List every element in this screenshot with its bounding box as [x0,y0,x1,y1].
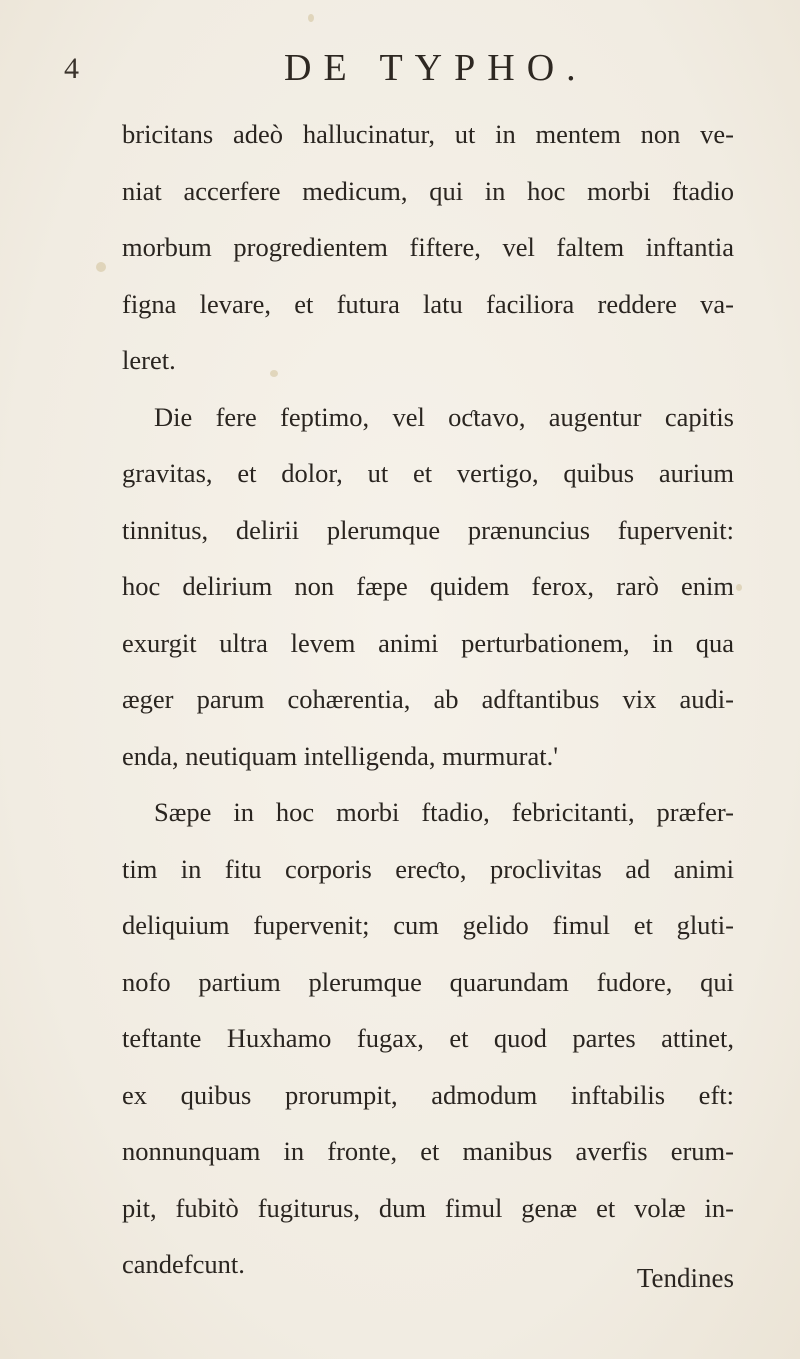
text-line: nonnunquam in fronte, et manibus averfis erum- [122,1136,734,1166]
paper-speck [96,262,106,272]
text-line: candefcunt. [122,1249,245,1279]
text-line: hoc delirium non fæpe quidem ferox, rarò enim [122,571,734,601]
text-line: niat accerfere medicum, qui in hoc morbi ftadio [122,175,734,206]
text-line: ex quibus prorumpit, admodum inftabilis eft: [122,1079,734,1110]
text-line: leret. [122,345,176,375]
text-line: teftante Huxhamo fugax, et quod partes attinet, [122,1023,734,1053]
text-line: nofo partium plerumque quarundam fudore, qui [122,966,734,997]
text-line: exurgit ultra levem animi perturbationem, in qua [122,627,734,658]
text-line: tinnitus, delirii plerumque prænuncius fupervenit: [122,514,734,545]
text-line: figna levare, et futura latu faciliora reddere va- [122,288,734,319]
text-line: æger parum cohærentia, ab adftantibus vix audi- [122,684,734,714]
running-head: DE TYPHO. [284,47,588,89]
catchword: Tendines [636,1263,734,1293]
text-line: gravitas, et dolor, ut et vertigo, quibus aurium [122,458,734,488]
page-header [0,46,800,96]
text-line: morbum progredientem fiftere, vel faltem inftantia [122,232,734,262]
text-line: enda, neutiquam intelligenda, murmurat.' [122,740,559,771]
paper-speck [736,584,742,591]
text-line: bricitans adeò hallucinatur, ut in mentem non ve- [122,119,734,149]
text-line: Sæpe in hoc morbi ftadio, febricitanti, præfer- [154,797,734,827]
text-line: tim in fitu corporis ereƈto, proclivitas ad animi [122,853,734,884]
text-line: deliquium fupervenit; cum gelido fimul et gluti- [122,910,734,940]
text-line: Die fere feptimo, vel oƈtavo, augentur capitis [154,401,734,432]
paper-speck [308,14,314,22]
body-text [122,106,734,1293]
text-line: pit, fubitò fugiturus, dum fimul genæ et volæ in- [122,1192,734,1223]
page-number: 4 [64,52,79,85]
